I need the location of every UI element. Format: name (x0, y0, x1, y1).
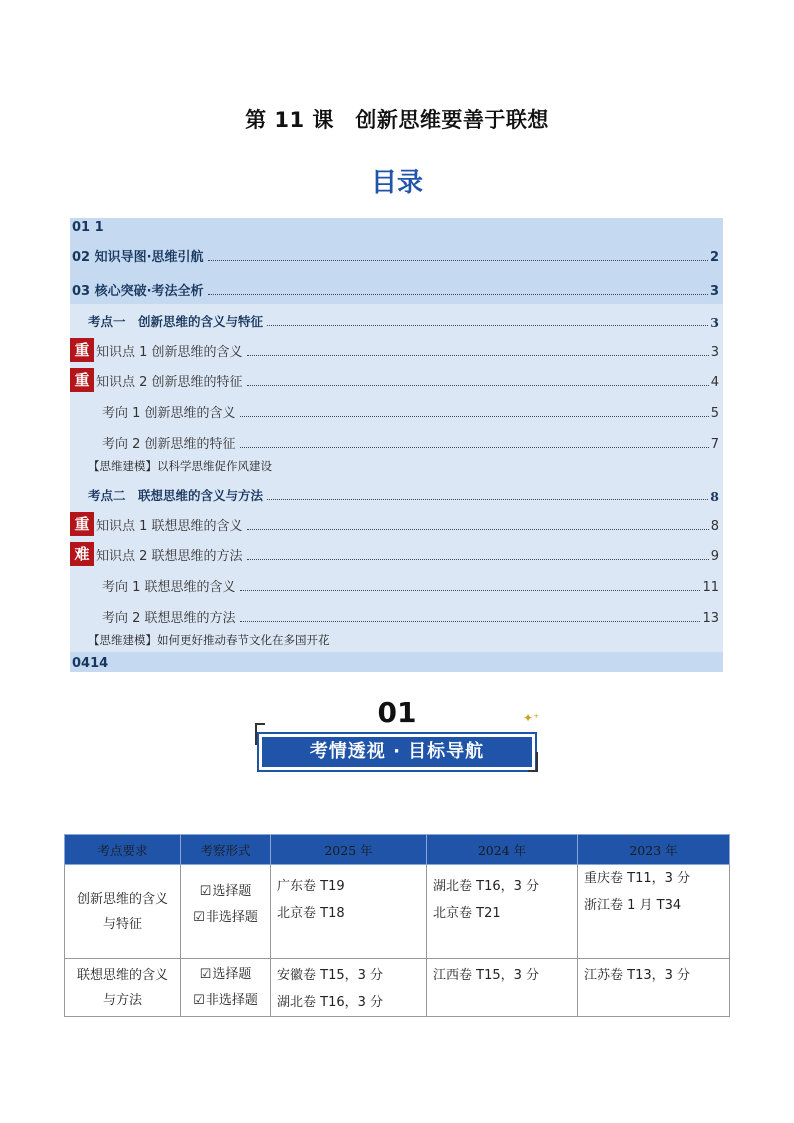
toc-label: 考点二 联想思维的含义与方法 (88, 488, 264, 503)
topic-cell (65, 959, 181, 1017)
toc-heading: 目录 (370, 168, 423, 198)
year-2024-cell (427, 959, 578, 1017)
leader-dots (240, 590, 701, 591)
toc-item-zhishidian-2[interactable] (70, 364, 723, 394)
toc-item-kaoxiang-2[interactable] (70, 425, 723, 456)
toc-item-02[interactable] (70, 236, 723, 270)
year-2025-cell (271, 865, 427, 959)
toc-label: 考向 1 联想思维的含义 (102, 580, 236, 595)
leader-dots (247, 355, 709, 356)
exam-entry: 重庆卷 T11，3 分 (584, 871, 691, 886)
lesson-title: 第 11 课 创新思维要善于联想 (245, 108, 549, 132)
leader-dots (240, 416, 709, 417)
key-point-badge: 重 (70, 368, 94, 392)
section-number: 01 (377, 696, 417, 729)
difficult-point-badge: 难 (70, 542, 94, 566)
leader-dots (240, 621, 701, 622)
toc-label: 【思维建模】如何更好推动春节文化在多国开花 (88, 633, 330, 647)
form-label: 选择题 (212, 967, 252, 982)
toc-item-kaoxiang-4[interactable] (70, 599, 723, 630)
exam-entry: 安徽卷 T15，3 分 (277, 968, 384, 983)
toc-label: 考向 1 创新思维的含义 (102, 406, 236, 421)
key-point-badge: 重 (70, 512, 94, 536)
checkbox-checked-icon: ☑ (199, 967, 212, 982)
toc-page-number: 9 (710, 549, 719, 564)
toc-label: 知识点 1 创新思维的含义 (96, 345, 243, 360)
toc-item-04[interactable] (70, 652, 723, 672)
toc-page-number: 3 (709, 284, 719, 299)
banner-corner-right (528, 752, 538, 772)
topic-text: 与方法 (102, 992, 142, 1008)
leader-dots (208, 294, 708, 295)
toc-page-number: 7 (710, 437, 719, 452)
leader-dots (247, 529, 709, 530)
toc-page-number: 5 (710, 406, 719, 421)
toc-page-number: 4 (710, 375, 719, 390)
year-2023-cell (578, 865, 730, 959)
checkbox-checked-icon: ☑ (193, 910, 205, 925)
form-cell (181, 865, 271, 959)
toc-item-kaodian-2[interactable] (70, 478, 723, 508)
toc-label: 考向 2 创新思维的特征 (102, 437, 236, 452)
column-header: 2023 年 (578, 835, 730, 865)
exam-entry: 江西卷 T15，3 分 (433, 968, 540, 983)
toc-label: 考点一 创新思维的含义与特征 (88, 314, 264, 329)
toc-label: 01 1 (72, 220, 104, 235)
toc-page-number: 8 (710, 489, 719, 504)
toc-page-number: 13 (702, 611, 719, 626)
toc-item-03[interactable] (70, 270, 723, 304)
leader-dots (247, 559, 709, 560)
key-point-badge: 重 (70, 338, 94, 362)
toc-label: 知识点 2 创新思维的特征 (96, 375, 243, 390)
table-row (65, 959, 730, 1017)
table-row (65, 865, 730, 959)
topic-text: 创新思维的含义 (76, 891, 168, 907)
form-label: 选择题 (212, 884, 252, 899)
topic-cell (65, 865, 181, 959)
checkbox-checked-icon: ☑ (193, 993, 205, 1008)
exam-entry: 江苏卷 T13，3 分 (584, 968, 691, 983)
topic-text: 联想思维的含义 (76, 967, 168, 983)
toc-page-number: 11 (702, 580, 719, 595)
toc-page-number: 8 (710, 519, 719, 534)
exam-entry: 湖北卷 T16，3 分 (433, 879, 540, 894)
toc-label: 知识点 1 联想思维的含义 (96, 519, 243, 534)
column-header: 2024 年 (427, 835, 578, 865)
toc-item-kaoxiang-3[interactable] (70, 568, 723, 599)
toc-label: 知识点 2 联想思维的方法 (96, 549, 243, 564)
leader-dots (240, 447, 709, 448)
toc-item-01[interactable] (70, 218, 723, 236)
year-2023-cell (578, 959, 730, 1017)
toc-item-zhishidian-3[interactable] (70, 508, 723, 538)
leader-dots (267, 499, 708, 500)
exam-entry: 广东卷 T19 (277, 879, 345, 894)
toc-label: 0414 (72, 656, 109, 671)
toc-item-kaoxiang-1[interactable] (70, 394, 723, 425)
form-label: 非选择题 (205, 910, 258, 925)
table-of-contents (70, 218, 723, 672)
leader-dots (247, 385, 709, 386)
toc-item-zhishidian-4[interactable] (70, 538, 723, 568)
toc-item-zhishidian-1[interactable] (70, 334, 723, 364)
column-header: 考察形式 (181, 835, 271, 865)
toc-label: 考向 2 联想思维的方法 (102, 611, 236, 626)
toc-label: 02 知识导图·思维引航 (72, 250, 204, 265)
checkbox-checked-icon: ☑ (199, 884, 212, 899)
leader-dots (208, 260, 708, 261)
sparkle-icon: ✦⁺ (523, 711, 540, 725)
table-header-row (65, 835, 730, 865)
column-header: 考点要求 (65, 835, 181, 865)
toc-label: 【思维建模】以科学思维促作风建设 (88, 459, 272, 473)
exam-entry: 浙江卷 1 月 T34 (584, 898, 682, 913)
toc-page-number: 3 (710, 315, 719, 330)
toc-item-siwei-jianmo-1[interactable] (70, 456, 723, 478)
toc-item-siwei-jianmo-2[interactable] (70, 630, 723, 652)
form-label: 非选择题 (205, 993, 258, 1008)
toc-page-number: 2 (709, 250, 719, 265)
exam-entry: 湖北卷 T16，3 分 (277, 995, 384, 1010)
section-banner: 考情透视 · 目标导航 (259, 734, 535, 770)
toc-item-kaodian-1[interactable] (70, 304, 723, 334)
exam-analysis-table (64, 834, 730, 1017)
year-2024-cell (427, 865, 578, 959)
year-2025-cell (271, 959, 427, 1017)
exam-entry: 北京卷 T21 (433, 906, 501, 921)
column-header: 2025 年 (271, 835, 427, 865)
topic-text: 与特征 (102, 916, 142, 932)
toc-label: 03 核心突破·考法全析 (72, 284, 204, 299)
form-cell (181, 959, 271, 1017)
leader-dots (267, 325, 708, 326)
toc-page-number: 3 (710, 345, 719, 360)
exam-entry: 北京卷 T18 (277, 906, 345, 921)
